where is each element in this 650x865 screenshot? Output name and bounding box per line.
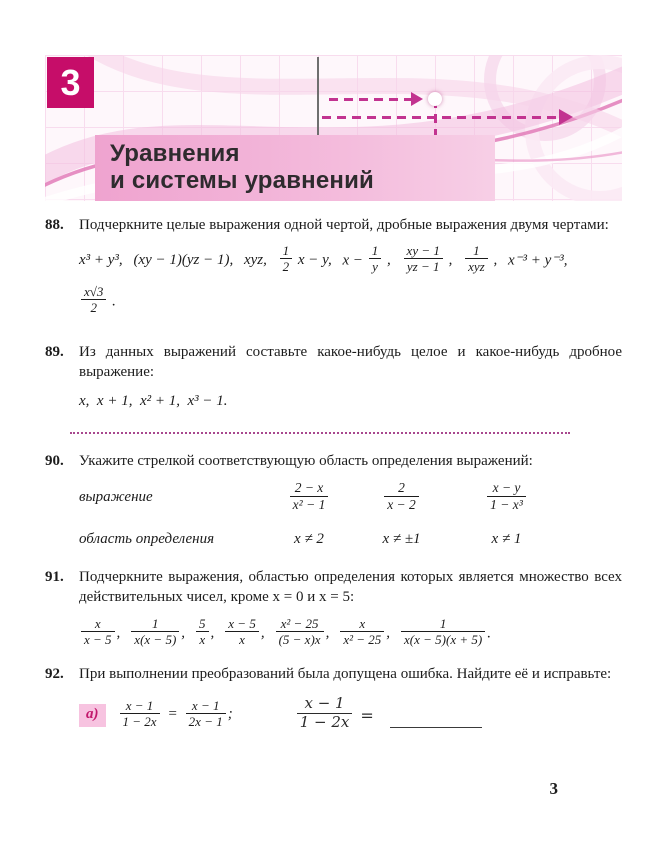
table-cell [382,482,421,515]
answer-blank [390,712,482,728]
chapter-title-line2: и системы уравнений [110,167,375,194]
fraction-denominator: x − 5 [84,631,112,647]
fraction-numerator: 2 [384,480,419,497]
equals-sign: = [360,705,374,725]
fraction-numerator: x − y [487,480,526,497]
fraction-denominator: xyz [468,259,485,275]
math-expression: (xy − 1)(yz − 1), [133,252,234,269]
comma: , [260,624,265,641]
fraction-denominator: 2 [90,299,97,315]
fraction-numerator: 1 [280,243,293,259]
chapter-header [45,55,622,201]
fraction [225,616,259,648]
chapter-title-band [95,135,495,201]
comma: , [116,624,121,641]
period: . [487,624,491,641]
period: . [112,292,116,309]
page-content [45,216,622,734]
fraction-denominator: (5 − x)x [278,631,321,647]
fraction [131,616,179,648]
math-expression: xyz, [243,252,267,269]
fraction-denominator: x(x − 5)(x + 5) [404,631,483,647]
page-number: 3 [549,779,558,798]
fraction-denominator: 1 − 2x [299,712,350,731]
math-expression: x³ + y³, [79,252,123,269]
vertical-axis-line [317,57,319,137]
problem-number: 89. [45,344,64,361]
problem-number: 91. [45,568,64,585]
comma: , [386,624,391,641]
math-expression: x⁻³ + y⁻³, [507,252,568,269]
fraction-numerator: x² − 25 [276,616,324,632]
fraction-numerator: xy − 1 [404,243,443,259]
fraction-numerator: x − 5 [225,616,259,632]
fraction-numerator: x [340,616,384,632]
dashed-line [322,116,560,119]
item-label-badge: а) [79,704,106,727]
problem-text: Из данных выражений составьте какое-нибудь целое и какое-нибудь дробное выражение: [79,344,622,381]
fraction-denominator: x² − 1 [292,496,326,512]
fraction [81,284,106,316]
fraction-denominator: x [199,631,206,647]
fraction [487,480,526,513]
fraction [465,243,488,275]
table-cell [288,482,331,515]
fraction-numerator: x − 1 [297,695,353,714]
fraction-numerator: 1 [401,616,485,632]
fraction-denominator: yz − 1 [406,259,440,275]
fraction [297,695,353,731]
domain-value: x ≠ 2 [294,530,324,547]
problem-number: 92. [45,666,64,683]
fraction-denominator: 2 [282,259,290,275]
matching-table [79,482,622,550]
fraction-denominator: 1 − 2x [122,713,157,729]
comma: , [181,624,186,641]
equals-sign: = [167,706,178,723]
comma: , [493,252,498,269]
domain-value: x ≠ 1 [491,530,522,547]
problem-88 [45,216,622,317]
fraction-numerator: 1 [465,243,488,259]
fraction [384,480,419,513]
fraction-denominator: x [239,631,245,647]
fraction-numerator: x − 1 [120,698,160,714]
comma: , [325,624,330,641]
fraction-denominator: x² − 25 [343,631,382,647]
chapter-title-line1: Уравнения [110,140,240,168]
problem-text: Подчеркните выражения, областью определения которых является множество всех действительных чисел, кроме x = 0 и x = 5: [79,568,622,605]
subproblem-a [79,694,622,733]
problem-text: При выполнении преобразований была допущена ошибка. Найдите её и исправьте: [79,666,612,683]
fraction [120,698,160,730]
comma: , [448,252,453,269]
fraction-numerator: x√3 [81,284,106,300]
fraction [404,243,443,275]
problem-90 [45,452,622,550]
comma: , [387,252,391,269]
fraction-denominator: 1 − x³ [490,496,523,512]
fraction [280,243,293,275]
problem-91 [45,568,622,650]
fraction [401,616,485,648]
fraction-numerator: x − 1 [186,698,226,714]
math-expression: x − [342,252,364,269]
fraction [340,616,384,648]
dotted-separator [70,432,570,434]
fraction-numerator: 1 [369,243,382,259]
problem-89 [45,343,622,412]
problem-text: Подчеркните целые выражения одной чертой, дробные выражения двумя чертами: [79,217,609,233]
fraction [276,616,324,648]
problem-text: Укажите стрелкой соответствующую область определения выражений: [79,453,533,470]
math-line: x, x + 1, x² + 1, x³ − 1. [79,393,228,410]
semicolon: ; [227,706,233,723]
fraction-numerator: 1 [131,616,179,632]
fraction [196,616,209,648]
arrow-right-icon [559,109,573,125]
fraction-numerator: 2 − x [290,480,329,497]
fraction-denominator: x − 2 [387,496,416,512]
row-label-expression: выражение [79,489,153,506]
domain-value: x ≠ ±1 [382,530,421,547]
problem-92 [45,665,622,733]
fraction [290,480,329,513]
problem-number: 90. [45,453,64,470]
fraction-numerator: 5 [196,616,209,632]
math-expression: x − y, [297,252,332,269]
fraction [186,698,226,730]
dashed-line [329,98,413,101]
chapter-number-badge: 3 [47,57,94,108]
fraction [81,616,115,648]
table-cell [485,482,528,515]
comma: , [210,624,215,641]
handwritten-work [295,694,482,733]
math-line [79,242,622,277]
white-dot-marker [428,92,442,106]
math-line [79,615,622,650]
fraction-numerator: x [81,616,115,632]
fraction [369,243,382,275]
problem-number: 88. [45,217,64,233]
fraction-denominator: 2x − 1 [188,713,223,729]
arrow-right-icon [411,92,423,106]
fraction-denominator: y [372,259,378,275]
math-line [79,283,622,318]
row-label-domain: область определения [79,530,215,547]
fraction-denominator: x(x − 5) [134,631,177,647]
